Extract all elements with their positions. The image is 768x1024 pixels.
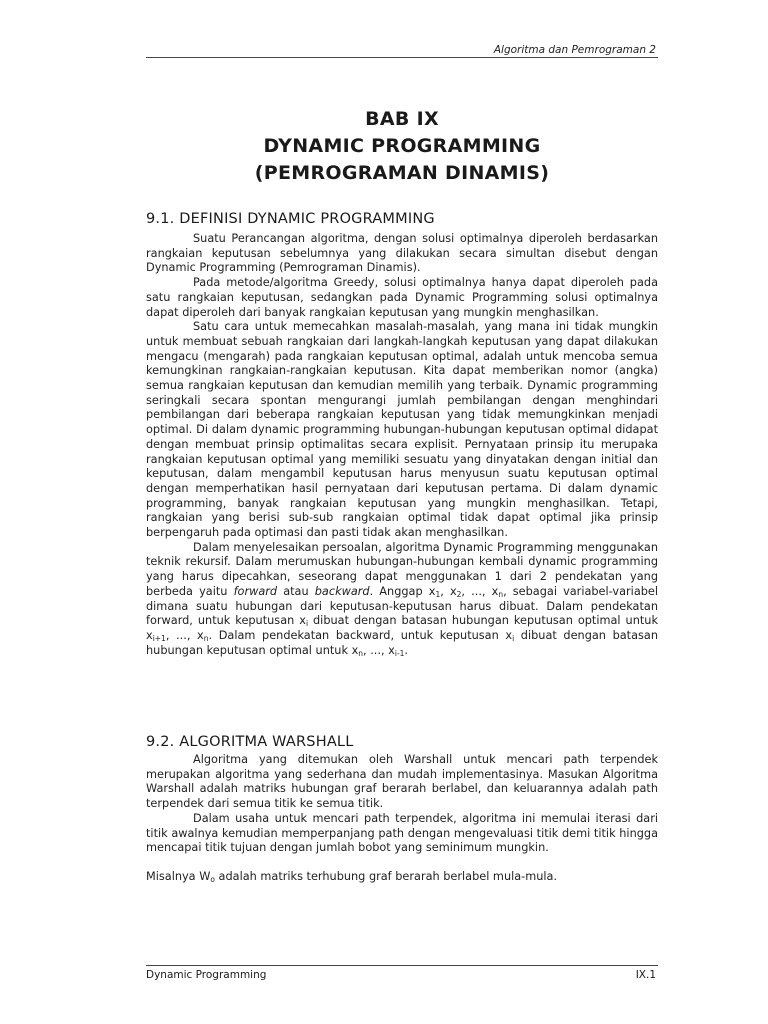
term-forward: forward [233, 584, 278, 598]
paragraph: Misalnya $W_o$ adalah matriks terhubung graf berarah berlabel mula-mula. [146, 869, 558, 884]
paragraph: Algoritma yang ditemukan oleh Warshall untuk mencari path terpendek merupakan algoritma yang sederhana dan mudah implementasinya. Masukan Algoritma Warshall adalah matriks hubungan graf berarah berlabel, dan keluarannya adalah path terpendek dari semua titik ke semua titik. [146, 753, 658, 811]
footer-divider [146, 965, 658, 966]
header-divider [146, 57, 658, 58]
paragraph: Pada metode/algoritma Greedy, solusi optimalnya hanya dapat diperoleh pada satu rangkaian keputusan, sedangkan pada Dynamic Programming solusi optimalnya dapat diperoleh dari banyak rangkaian keputusan yang mungkin menghasilkan. [146, 276, 658, 319]
running-header: Algoritma dan Pemrograman 2 [493, 44, 656, 56]
section-heading-9-1: 9.1. DEFINISI DYNAMIC PROGRAMMING [146, 211, 435, 227]
chapter-subtitle: (PEMROGRAMAN DINAMIS) [254, 162, 550, 184]
section-heading-9-2: 9.2. ALGORITMA WARSHALL [146, 734, 354, 750]
section-9-1-body [146, 232, 658, 658]
paragraph: Dalam menyelesaikan persoalan, algoritma Dynamic Programming menggunakan teknik rekursif. Dalam merumuskan hubungan-hubungan kembali dynamic programming yang harus dipecahkan, seseorang dapat menggunakan 1 dari 2 pendekatan yang berbeda yaitu forward atau backward. Anggap $x_1$, $x_2$, ..., $x_n$, sebagai variabel-variabel dimana suatu hubungan dari keputusan-keputusan harus dibuat. Dalam pendekatan forward, untuk keputusan $x_i$ dibuat dengan batasan hubungan keputusan optimal untuk $x_{i+1}$, ..., $x_n$. Dalam pendekatan backward, untuk keputusan $x_i$ dibuat dengan batasan hubungan keputusan optimal untuk $x_n$, ..., $x_{i-1}$. [146, 540, 659, 658]
chapter-number: BAB IX [365, 108, 439, 130]
paragraph: Suatu Perancangan algoritma, dengan solusi optimalnya diperoleh berdasarkan rangkaian keputusan sebelumnya yang dilakukan secara simultan disebut dengan Dynamic Programming (Pemrograman Dinamis). [146, 232, 658, 275]
paragraph: Satu cara untuk memecahkan masalah-masalah, yang mana ini tidak mungkin untuk membuat sebuah rangkaian dari langkah-langkah keputusan yang dapat dilakukan mengacu (mengarah) pada rangkaian keputusan optimal, adalah untuk mencoba semua kemungkinan rangkaian-rangkaian keputusan. Kita dapat memberikan nomor (angka) semua rangkaian keputusan dan kemudian memilih yang terbaik. Dynamic programming seringkali secara spontan mengurangi jumlah pembilangan dengan menghindari pembilangan dari beberapa rangkaian keputusan yang tidak memungkinkan menjadi optimal. Di dalam dynamic programming hubungan-hubungan keputusan optimal didapat dengan membuat prinsip optimalitas secara explisit. Pernyataan prinsip itu merupaka rangkaian keputusan optimal yang memiliki sesuatu yang dinyatakan dengan initial dan keputusan, dalam mengambil keputusan harus menyusun suatu keputusan optimal dengan memperhatikan hasil pernyataan dari keputusan pertama. Di dalam dynamic programming, banyak rangkaian keputusan yang mungkin menghasilkan. Tetapi, rangkaian yang berisi sub-sub rangkaian optimal tidak dapat optimal jika prinsip berpengaruh pada optimasi dan pasti tidak akan menghasilkan. [146, 320, 658, 540]
paragraph: Dalam usaha untuk mencari path terpendek, algoritma ini memulai iterasi dari titik awalnya kemudian memperpanjang path dengan mengevaluasi titik demi titik hingga mencapai titik tujuan dengan jumlah bobot yang seminimum mungkin. [146, 811, 658, 855]
chapter-name: DYNAMIC PROGRAMMING [263, 135, 541, 157]
page-number: IX.1 [635, 969, 656, 981]
chapter-title [146, 106, 658, 187]
section-9-2-body [146, 753, 658, 885]
footer-chapter-name: Dynamic Programming [146, 969, 267, 981]
term-backward: backward [314, 584, 370, 598]
